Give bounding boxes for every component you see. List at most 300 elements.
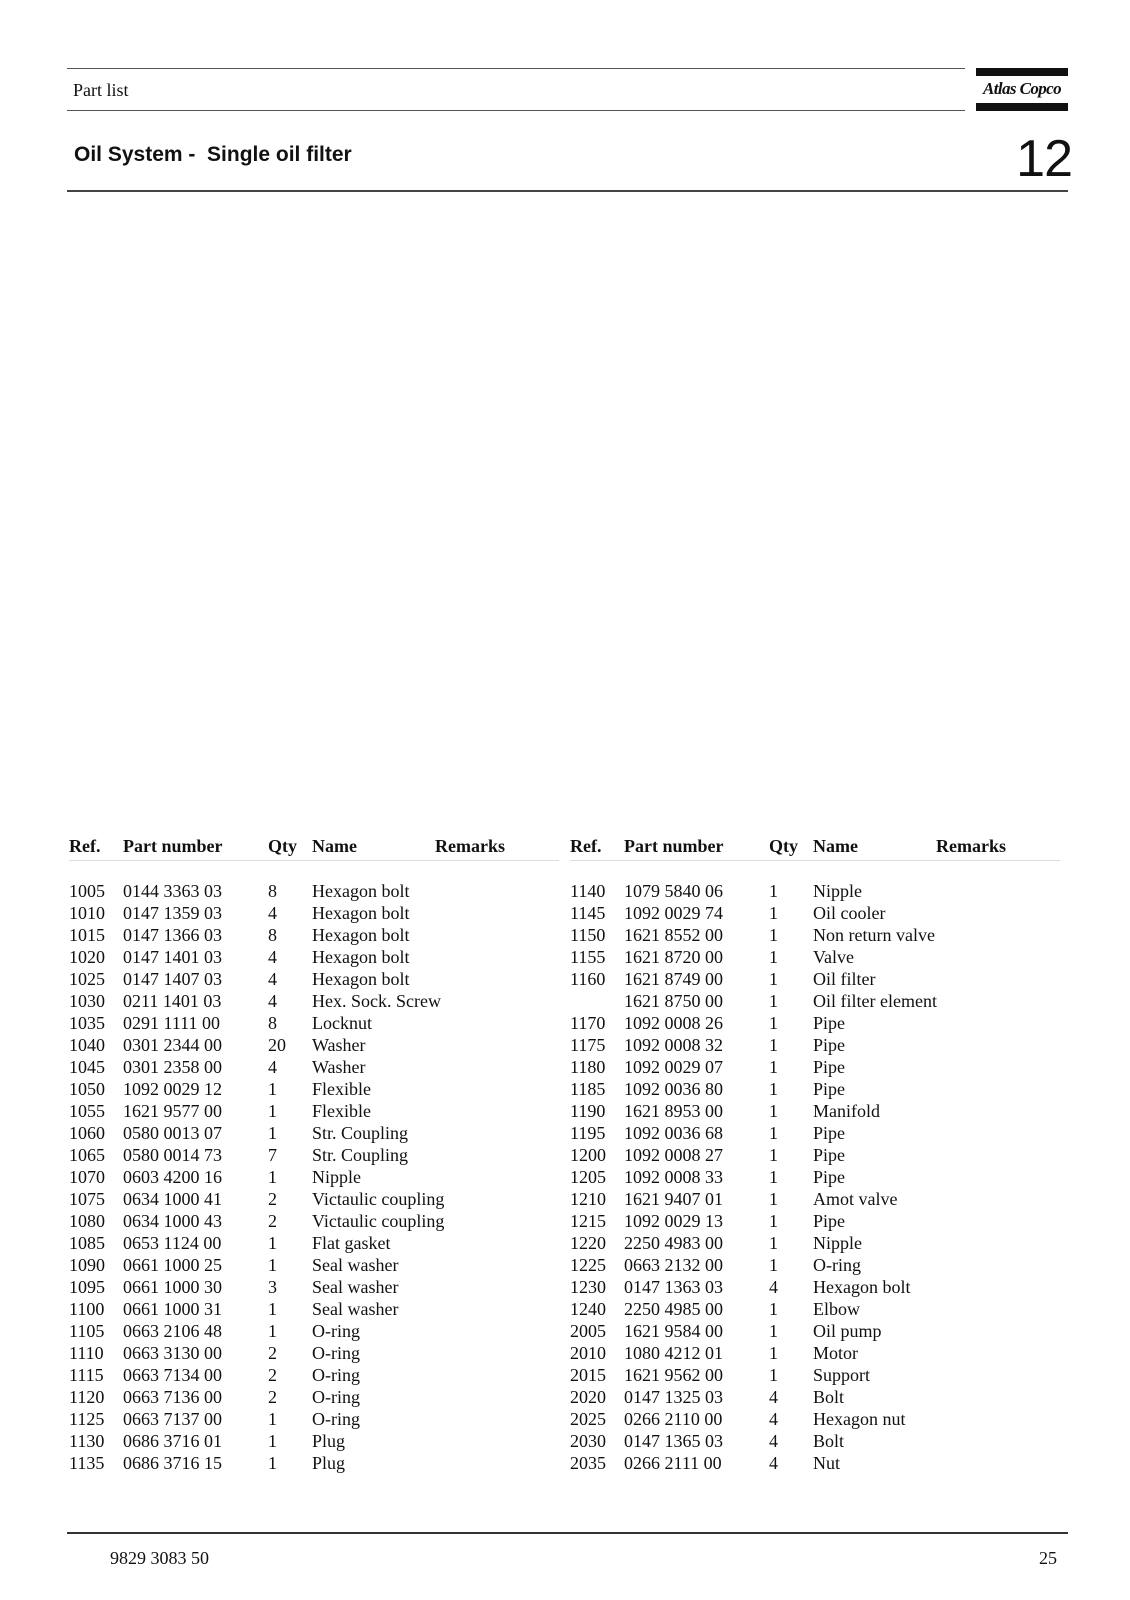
cell-ref: 2015 (570, 1365, 606, 1385)
cell-ref: 1170 (570, 1013, 606, 1033)
cell-ref: 1210 (570, 1189, 606, 1209)
cell-part-number: 0653 1124 00 (123, 1233, 222, 1253)
table-row (570, 1254, 1060, 1276)
cell-name: Non return valve (813, 925, 935, 945)
cell-qty: 1 (769, 1079, 778, 1099)
cell-qty: 1 (268, 1409, 277, 1429)
logo-wordmark: Atlas Copco (983, 79, 1061, 98)
table-row (570, 1056, 1060, 1078)
col-header-remarks: Remarks (435, 836, 505, 856)
table-row (570, 1408, 1060, 1430)
cell-ref: 2025 (570, 1409, 606, 1429)
cell-part-number: 0686 3716 15 (123, 1453, 222, 1473)
cell-name: Hexagon nut (813, 1409, 906, 1429)
cell-qty: 4 (268, 969, 277, 989)
table-row (69, 946, 559, 968)
table-row (570, 1320, 1060, 1342)
cell-name: Support (813, 1365, 871, 1385)
table-row (69, 1078, 559, 1100)
cell-qty: 8 (268, 881, 277, 901)
cell-name: Hexagon bolt (312, 881, 410, 901)
cell-name: Pipe (813, 1211, 846, 1231)
cell-name: Pipe (813, 1167, 846, 1187)
table-rows-left (69, 880, 559, 1474)
cell-ref: 1040 (69, 1035, 105, 1055)
cell-part-number: 0147 1365 03 (624, 1431, 723, 1451)
cell-part-number: 1092 0036 80 (624, 1079, 723, 1099)
cell-ref: 1195 (570, 1123, 606, 1143)
cell-ref: 2005 (570, 1321, 606, 1341)
cell-part-number: 0147 1366 03 (123, 925, 222, 945)
cell-qty: 4 (769, 1387, 778, 1407)
cell-name: Str. Coupling (312, 1145, 409, 1165)
cell-name: O-ring (312, 1409, 360, 1429)
cell-part-number: 1621 9562 00 (624, 1365, 723, 1385)
table-row (69, 1408, 559, 1430)
cell-qty: 1 (268, 1299, 277, 1319)
cell-ref: 1070 (69, 1167, 105, 1187)
cell-qty: 1 (268, 1453, 277, 1473)
table-header (69, 836, 559, 858)
table-row (570, 1100, 1060, 1122)
section-number: 12 (1016, 130, 1072, 188)
cell-name: Nipple (813, 1233, 862, 1253)
header-label: Part list (73, 80, 129, 100)
cell-qty: 1 (268, 1233, 277, 1253)
table-row (570, 990, 1060, 1012)
cell-qty: 2 (268, 1211, 277, 1231)
cell-name: Oil cooler (813, 903, 886, 923)
cell-name: Washer (312, 1035, 366, 1055)
cell-part-number: 0147 1325 03 (624, 1387, 723, 1407)
cell-ref: 1110 (69, 1343, 104, 1363)
cell-part-number: 0147 1363 03 (624, 1277, 723, 1297)
table-row (570, 1078, 1060, 1100)
table-row (69, 880, 559, 902)
cell-qty: 1 (769, 1233, 778, 1253)
table-row (69, 1320, 559, 1342)
col-header-qty: Qty (268, 836, 297, 856)
cell-name: Bolt (813, 1431, 845, 1451)
cell-name: O-ring (312, 1387, 360, 1407)
cell-qty: 1 (769, 1145, 778, 1165)
cell-part-number: 1092 0008 26 (624, 1013, 723, 1033)
table-row (69, 1122, 559, 1144)
cell-qty: 1 (268, 1431, 277, 1451)
cell-name: Motor (813, 1343, 858, 1363)
cell-qty: 20 (268, 1035, 286, 1055)
cell-name: Plug (312, 1431, 346, 1451)
footer-document-number: 9829 3083 50 (110, 1548, 209, 1568)
table-row (69, 924, 559, 946)
cell-part-number: 1621 8720 00 (624, 947, 723, 967)
table-row (570, 924, 1060, 946)
cell-qty: 4 (268, 903, 277, 923)
cell-qty: 1 (769, 925, 778, 945)
cell-part-number: 1621 9577 00 (123, 1101, 222, 1121)
cell-ref: 1180 (570, 1057, 606, 1077)
cell-name: Plug (312, 1453, 346, 1473)
cell-ref: 1185 (570, 1079, 606, 1099)
cell-name: Oil pump (813, 1321, 882, 1341)
cell-qty: 1 (769, 1013, 778, 1033)
cell-name: Pipe (813, 1123, 846, 1143)
cell-part-number: 0634 1000 41 (123, 1189, 222, 1209)
cell-part-number: 1621 8953 00 (624, 1101, 723, 1121)
cell-part-number: 0634 1000 43 (123, 1211, 222, 1231)
cell-qty: 1 (769, 1211, 778, 1231)
cell-qty: 4 (769, 1409, 778, 1429)
cell-qty: 1 (268, 1321, 277, 1341)
cell-name: Flexible (312, 1079, 371, 1099)
cell-qty: 1 (769, 1299, 778, 1319)
cell-part-number: 0686 3716 01 (123, 1431, 222, 1451)
cell-name: Pipe (813, 1035, 846, 1055)
table-row (570, 946, 1060, 968)
cell-qty: 1 (769, 881, 778, 901)
cell-qty: 1 (769, 947, 778, 967)
table-row (570, 1166, 1060, 1188)
table-row (570, 1034, 1060, 1056)
col-header-name: Name (813, 836, 858, 856)
cell-ref: 1220 (570, 1233, 606, 1253)
table-row (69, 1364, 559, 1386)
cell-name: Nipple (312, 1167, 361, 1187)
table-row (69, 1276, 559, 1298)
cell-name: Manifold (813, 1101, 880, 1121)
cell-part-number: 0663 3130 00 (123, 1343, 222, 1363)
cell-part-number: 0147 1359 03 (123, 903, 222, 923)
cell-ref: 1230 (570, 1277, 606, 1297)
cell-qty: 1 (268, 1101, 277, 1121)
parts-table-left (69, 836, 559, 1474)
cell-part-number: 0663 2106 48 (123, 1321, 222, 1341)
cell-qty: 2 (268, 1189, 277, 1209)
cell-name: Nipple (813, 881, 862, 901)
table-row (570, 1342, 1060, 1364)
cell-qty: 1 (268, 1255, 277, 1275)
logo-bar-bottom (976, 103, 1068, 111)
cell-name: Hexagon bolt (312, 903, 410, 923)
table-rows-right (570, 880, 1060, 1474)
col-header-qty: Qty (769, 836, 798, 856)
cell-qty: 4 (769, 1431, 778, 1451)
table-row (69, 1144, 559, 1166)
table-header (570, 836, 1060, 858)
cell-ref: 1005 (69, 881, 105, 901)
table-row (570, 1276, 1060, 1298)
cell-qty: 4 (769, 1453, 778, 1473)
cell-name: Locknut (312, 1013, 372, 1033)
parts-table-right (570, 836, 1060, 1474)
cell-part-number: 0147 1407 03 (123, 969, 222, 989)
cell-part-number: 0663 7134 00 (123, 1365, 222, 1385)
table-row (69, 1012, 559, 1034)
cell-qty: 2 (268, 1365, 277, 1385)
cell-qty: 1 (769, 1343, 778, 1363)
table-row (570, 1012, 1060, 1034)
cell-qty: 1 (769, 969, 778, 989)
cell-qty: 1 (769, 1167, 778, 1187)
cell-qty: 1 (769, 1365, 778, 1385)
cell-ref: 1050 (69, 1079, 105, 1099)
cell-name: Seal washer (312, 1255, 399, 1275)
cell-ref: 1140 (570, 881, 606, 901)
table-row (570, 1364, 1060, 1386)
table-row (69, 1166, 559, 1188)
col-header-part-number: Part number (123, 836, 223, 856)
cell-ref: 1130 (69, 1431, 105, 1451)
cell-part-number: 0266 2111 00 (624, 1453, 722, 1473)
table-row (570, 968, 1060, 990)
cell-name: Pipe (813, 1079, 846, 1099)
table-row (69, 990, 559, 1012)
table-row (69, 968, 559, 990)
cell-part-number: 1092 0008 27 (624, 1145, 723, 1165)
cell-part-number: 1092 0029 12 (123, 1079, 222, 1099)
cell-qty: 1 (769, 1101, 778, 1121)
cell-ref: 1010 (69, 903, 105, 923)
cell-part-number: 0580 0013 07 (123, 1123, 222, 1143)
table-row (570, 880, 1060, 902)
cell-ref: 1105 (69, 1321, 105, 1341)
cell-part-number: 0147 1401 03 (123, 947, 222, 967)
footer-rule (67, 1532, 1068, 1534)
cell-qty: 4 (769, 1277, 778, 1297)
title-rule (67, 190, 1068, 192)
cell-ref: 1200 (570, 1145, 606, 1165)
cell-qty: 1 (769, 903, 778, 923)
table-row (69, 1342, 559, 1364)
cell-ref: 1060 (69, 1123, 105, 1143)
col-header-ref: Ref. (570, 836, 602, 856)
cell-ref: 1155 (570, 947, 606, 967)
table-row (570, 1298, 1060, 1320)
table-row (570, 1430, 1060, 1452)
cell-ref: 1190 (570, 1101, 606, 1121)
table-row (570, 1188, 1060, 1210)
col-header-name: Name (312, 836, 357, 856)
cell-name: Pipe (813, 1057, 846, 1077)
cell-part-number: 0661 1000 31 (123, 1299, 222, 1319)
cell-name: Hexagon bolt (312, 969, 410, 989)
cell-ref: 1175 (570, 1035, 606, 1055)
table-row (69, 1298, 559, 1320)
cell-ref: 1225 (570, 1255, 606, 1275)
cell-ref: 1075 (69, 1189, 105, 1209)
table-row (69, 902, 559, 924)
cell-qty: 1 (268, 1167, 277, 1187)
table-row (570, 902, 1060, 924)
table-row (570, 1386, 1060, 1408)
cell-name: Hexagon bolt (312, 947, 410, 967)
cell-part-number: 0661 1000 30 (123, 1277, 222, 1297)
cell-part-number: 1080 4212 01 (624, 1343, 723, 1363)
cell-ref: 1100 (69, 1299, 105, 1319)
cell-name: Pipe (813, 1013, 846, 1033)
cell-qty: 8 (268, 925, 277, 945)
table-header-divider (69, 860, 559, 861)
cell-name: Hex. Sock. Screw (312, 991, 441, 1011)
cell-qty: 1 (769, 1321, 778, 1341)
cell-name: O-ring (312, 1321, 360, 1341)
cell-name: Victaulic coupling (312, 1189, 445, 1209)
cell-ref: 1125 (69, 1409, 105, 1429)
cell-name: Valve (813, 947, 854, 967)
table-row (570, 1122, 1060, 1144)
cell-name: Hexagon bolt (312, 925, 410, 945)
cell-name: Amot valve (813, 1189, 898, 1209)
table-row (69, 1452, 559, 1474)
cell-ref: 1160 (570, 969, 606, 989)
cell-part-number: 1621 8749 00 (624, 969, 723, 989)
table-row (69, 1056, 559, 1078)
cell-part-number: 0301 2344 00 (123, 1035, 222, 1055)
cell-qty: 2 (268, 1343, 277, 1363)
cell-qty: 1 (769, 1123, 778, 1143)
cell-name: Flat gasket (312, 1233, 391, 1253)
cell-qty: 1 (769, 1057, 778, 1077)
cell-ref: 1025 (69, 969, 105, 989)
col-header-remarks: Remarks (936, 836, 1006, 856)
table-header-divider (570, 860, 1060, 861)
cell-part-number: 0301 2358 00 (123, 1057, 222, 1077)
cell-ref: 1015 (69, 925, 105, 945)
cell-qty: 4 (268, 1057, 277, 1077)
cell-name: Flexible (312, 1101, 371, 1121)
cell-ref: 1055 (69, 1101, 105, 1121)
cell-ref: 2020 (570, 1387, 606, 1407)
cell-name: Oil filter element (813, 991, 937, 1011)
cell-qty: 1 (268, 1079, 277, 1099)
cell-part-number: 0291 1111 00 (123, 1013, 220, 1033)
cell-ref: 1145 (570, 903, 606, 923)
cell-name: Elbow (813, 1299, 860, 1319)
cell-part-number: 0661 1000 25 (123, 1255, 222, 1275)
cell-name: Washer (312, 1057, 366, 1077)
cell-part-number: 0663 7136 00 (123, 1387, 222, 1407)
cell-name: Oil filter (813, 969, 876, 989)
cell-ref: 1095 (69, 1277, 105, 1297)
col-header-part-number: Part number (624, 836, 724, 856)
cell-part-number: 2250 4985 00 (624, 1299, 723, 1319)
cell-ref: 2010 (570, 1343, 606, 1363)
cell-ref: 1150 (570, 925, 606, 945)
cell-part-number: 1092 0029 07 (624, 1057, 723, 1077)
table-row (69, 1430, 559, 1452)
cell-qty: 4 (268, 991, 277, 1011)
atlas-copco-logo (976, 68, 1068, 112)
cell-ref: 1030 (69, 991, 105, 1011)
cell-qty: 4 (268, 947, 277, 967)
cell-qty: 2 (268, 1387, 277, 1407)
cell-ref: 1205 (570, 1167, 606, 1187)
cell-ref: 1115 (69, 1365, 104, 1385)
cell-ref: 1215 (570, 1211, 606, 1231)
cell-name: Seal washer (312, 1277, 399, 1297)
cell-qty: 1 (769, 1255, 778, 1275)
cell-ref: 1035 (69, 1013, 105, 1033)
cell-qty: 8 (268, 1013, 277, 1033)
cell-part-number: 1621 9584 00 (624, 1321, 723, 1341)
cell-part-number: 0211 1401 03 (123, 991, 222, 1011)
table-row (69, 1188, 559, 1210)
cell-name: Hexagon bolt (813, 1277, 911, 1297)
table-row (69, 1254, 559, 1276)
cell-ref: 1120 (69, 1387, 105, 1407)
cell-part-number: 0663 7137 00 (123, 1409, 222, 1429)
cell-part-number: 2250 4983 00 (624, 1233, 723, 1253)
table-row (570, 1232, 1060, 1254)
cell-part-number: 1092 0008 32 (624, 1035, 723, 1055)
table-row (69, 1100, 559, 1122)
cell-qty: 1 (268, 1123, 277, 1143)
cell-part-number: 0144 3363 03 (123, 881, 222, 901)
cell-part-number: 1621 8750 00 (624, 991, 723, 1011)
table-row (570, 1144, 1060, 1166)
cell-ref: 1065 (69, 1145, 105, 1165)
cell-part-number: 1079 5840 06 (624, 881, 723, 901)
cell-part-number: 1092 0036 68 (624, 1123, 723, 1143)
header-rule-bottom (67, 110, 965, 111)
cell-part-number: 0663 2132 00 (624, 1255, 723, 1275)
cell-qty: 1 (769, 1035, 778, 1055)
footer-page-number: 25 (1039, 1548, 1057, 1568)
cell-name: Seal washer (312, 1299, 399, 1319)
cell-part-number: 0580 0014 73 (123, 1145, 222, 1165)
cell-part-number: 0266 2110 00 (624, 1409, 723, 1429)
header-rule-top (67, 68, 965, 69)
cell-part-number: 1621 8552 00 (624, 925, 723, 945)
cell-name: O-ring (312, 1365, 360, 1385)
cell-qty: 3 (268, 1277, 277, 1297)
cell-name: Bolt (813, 1387, 845, 1407)
table-row (69, 1034, 559, 1056)
cell-ref: 1045 (69, 1057, 105, 1077)
cell-ref: 2030 (570, 1431, 606, 1451)
cell-name: Str. Coupling (312, 1123, 409, 1143)
cell-part-number: 1092 0008 33 (624, 1167, 723, 1187)
cell-ref: 1090 (69, 1255, 105, 1275)
cell-name: O-ring (312, 1343, 360, 1363)
cell-name: O-ring (813, 1255, 861, 1275)
cell-ref: 1085 (69, 1233, 105, 1253)
logo-bar-top (976, 68, 1068, 76)
cell-ref: 1135 (69, 1453, 105, 1473)
cell-ref: 2035 (570, 1453, 606, 1473)
cell-part-number: 1621 9407 01 (624, 1189, 723, 1209)
cell-name: Victaulic coupling (312, 1211, 445, 1231)
cell-name: Nut (813, 1453, 840, 1473)
page-title: Oil System - Single oil filter (74, 143, 352, 166)
cell-ref: 1020 (69, 947, 105, 967)
cell-part-number: 1092 0029 13 (624, 1211, 723, 1231)
col-header-ref: Ref. (69, 836, 101, 856)
cell-part-number: 1092 0029 74 (624, 903, 723, 923)
cell-ref: 1080 (69, 1211, 105, 1231)
table-row (69, 1386, 559, 1408)
cell-qty: 1 (769, 991, 778, 1011)
table-row (570, 1452, 1060, 1474)
cell-name: Pipe (813, 1145, 846, 1165)
table-row (69, 1210, 559, 1232)
table-row (69, 1232, 559, 1254)
cell-qty: 7 (268, 1145, 277, 1165)
cell-qty: 1 (769, 1189, 778, 1209)
cell-ref: 1240 (570, 1299, 606, 1319)
table-row (570, 1210, 1060, 1232)
cell-part-number: 0603 4200 16 (123, 1167, 222, 1187)
